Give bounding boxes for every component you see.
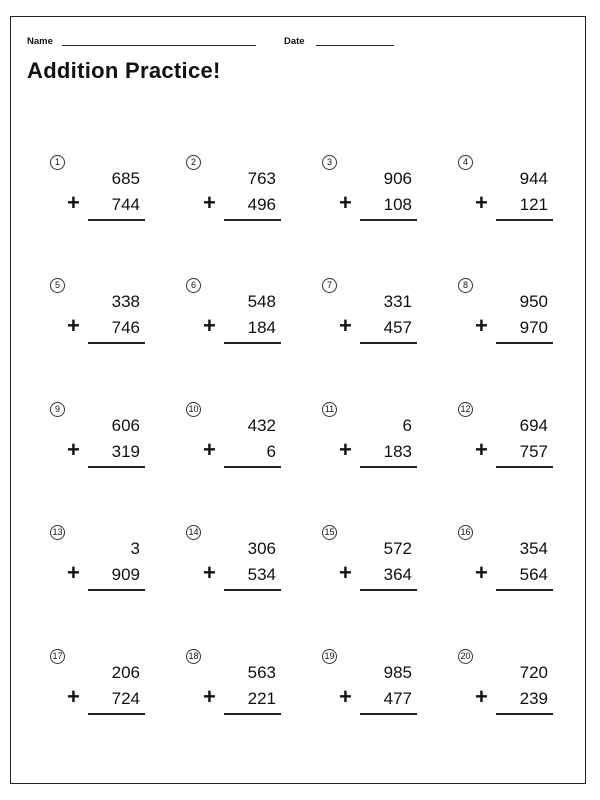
problem-12 <box>458 402 568 487</box>
plus-sign: + <box>67 313 80 338</box>
answer-line[interactable] <box>224 713 281 715</box>
plus-sign: + <box>203 684 216 709</box>
plus-sign: + <box>475 437 488 462</box>
answer-line[interactable] <box>360 713 417 715</box>
problem-number: 5 <box>50 278 65 293</box>
bottom-addend: 6 <box>266 442 276 461</box>
problem-number: 4 <box>458 155 473 170</box>
plus-sign: + <box>67 190 80 215</box>
problem-number: 18 <box>186 649 201 664</box>
top-addend: 685 <box>111 169 140 188</box>
bottom-addend: 534 <box>247 565 276 584</box>
plus-sign: + <box>339 560 352 585</box>
name-label: Name <box>27 36 53 47</box>
answer-line[interactable] <box>360 589 417 591</box>
bottom-addend: 319 <box>111 442 140 461</box>
top-addend: 720 <box>519 663 548 682</box>
problem-number: 19 <box>322 649 337 664</box>
top-addend: 906 <box>383 169 412 188</box>
problem-8 <box>458 278 568 363</box>
problem-number: 7 <box>322 278 337 293</box>
plus-sign: + <box>67 684 80 709</box>
date-field[interactable] <box>316 45 394 46</box>
bottom-addend: 221 <box>247 689 276 708</box>
problem-number: 15 <box>322 525 337 540</box>
plus-sign: + <box>203 560 216 585</box>
problem-20 <box>458 649 568 734</box>
bottom-addend: 457 <box>383 318 412 337</box>
plus-sign: + <box>203 190 216 215</box>
problem-13 <box>50 525 160 610</box>
bottom-addend: 364 <box>383 565 412 584</box>
problem-number: 9 <box>50 402 65 417</box>
top-addend: 6 <box>402 416 412 435</box>
problem-14 <box>186 525 296 610</box>
bottom-addend: 496 <box>247 195 276 214</box>
problem-4 <box>458 155 568 240</box>
top-addend: 206 <box>111 663 140 682</box>
problem-7 <box>322 278 432 363</box>
bottom-addend: 564 <box>519 565 548 584</box>
problem-6 <box>186 278 296 363</box>
bottom-addend: 724 <box>111 689 140 708</box>
problem-number: 1 <box>50 155 65 170</box>
answer-line[interactable] <box>496 589 553 591</box>
top-addend: 950 <box>519 292 548 311</box>
page-title: Addition Practice! <box>27 58 221 83</box>
answer-line[interactable] <box>496 713 553 715</box>
bottom-addend: 108 <box>383 195 412 214</box>
bottom-addend: 239 <box>519 689 548 708</box>
answer-line[interactable] <box>88 466 145 468</box>
answer-line[interactable] <box>496 466 553 468</box>
top-addend: 572 <box>383 539 412 558</box>
answer-line[interactable] <box>88 713 145 715</box>
problem-1 <box>50 155 160 240</box>
bottom-addend: 757 <box>519 442 548 461</box>
problem-2 <box>186 155 296 240</box>
plus-sign: + <box>475 313 488 338</box>
problem-9 <box>50 402 160 487</box>
problem-number: 11 <box>322 402 337 417</box>
problem-number: 16 <box>458 525 473 540</box>
top-addend: 763 <box>247 169 276 188</box>
problem-number: 20 <box>458 649 473 664</box>
problem-11 <box>322 402 432 487</box>
answer-line[interactable] <box>88 589 145 591</box>
bottom-addend: 183 <box>383 442 412 461</box>
problem-17 <box>50 649 160 734</box>
problem-18 <box>186 649 296 734</box>
date-label: Date <box>284 36 305 47</box>
answer-line[interactable] <box>224 219 281 221</box>
plus-sign: + <box>475 684 488 709</box>
top-addend: 694 <box>519 416 548 435</box>
answer-line[interactable] <box>360 219 417 221</box>
plus-sign: + <box>203 313 216 338</box>
problem-number: 10 <box>186 402 201 417</box>
plus-sign: + <box>475 190 488 215</box>
problem-number: 14 <box>186 525 201 540</box>
answer-line[interactable] <box>496 219 553 221</box>
name-field[interactable] <box>62 45 256 46</box>
plus-sign: + <box>67 437 80 462</box>
problem-19 <box>322 649 432 734</box>
bottom-addend: 477 <box>383 689 412 708</box>
problem-5 <box>50 278 160 363</box>
problem-10 <box>186 402 296 487</box>
answer-line[interactable] <box>224 466 281 468</box>
top-addend: 606 <box>111 416 140 435</box>
problem-number: 2 <box>186 155 201 170</box>
problem-16 <box>458 525 568 610</box>
top-addend: 548 <box>247 292 276 311</box>
bottom-addend: 744 <box>111 195 140 214</box>
problem-number: 6 <box>186 278 201 293</box>
problem-number: 12 <box>458 402 473 417</box>
plus-sign: + <box>203 437 216 462</box>
top-addend: 563 <box>247 663 276 682</box>
problem-number: 13 <box>50 525 65 540</box>
plus-sign: + <box>339 684 352 709</box>
answer-line[interactable] <box>224 589 281 591</box>
plus-sign: + <box>339 190 352 215</box>
problem-3 <box>322 155 432 240</box>
plus-sign: + <box>67 560 80 585</box>
top-addend: 354 <box>519 539 548 558</box>
plus-sign: + <box>475 560 488 585</box>
bottom-addend: 909 <box>111 565 140 584</box>
bottom-addend: 746 <box>111 318 140 337</box>
top-addend: 3 <box>130 539 140 558</box>
problem-number: 3 <box>322 155 337 170</box>
answer-line[interactable] <box>360 466 417 468</box>
top-addend: 432 <box>247 416 276 435</box>
answer-line[interactable] <box>88 219 145 221</box>
answer-line[interactable] <box>224 342 281 344</box>
problem-number: 17 <box>50 649 65 664</box>
bottom-addend: 184 <box>247 318 276 337</box>
answer-line[interactable] <box>360 342 417 344</box>
answer-line[interactable] <box>88 342 145 344</box>
top-addend: 306 <box>247 539 276 558</box>
problem-15 <box>322 525 432 610</box>
answer-line[interactable] <box>496 342 553 344</box>
plus-sign: + <box>339 437 352 462</box>
plus-sign: + <box>339 313 352 338</box>
top-addend: 985 <box>383 663 412 682</box>
bottom-addend: 121 <box>519 195 548 214</box>
top-addend: 331 <box>383 292 412 311</box>
top-addend: 944 <box>519 169 548 188</box>
bottom-addend: 970 <box>519 318 548 337</box>
problem-number: 8 <box>458 278 473 293</box>
top-addend: 338 <box>111 292 140 311</box>
